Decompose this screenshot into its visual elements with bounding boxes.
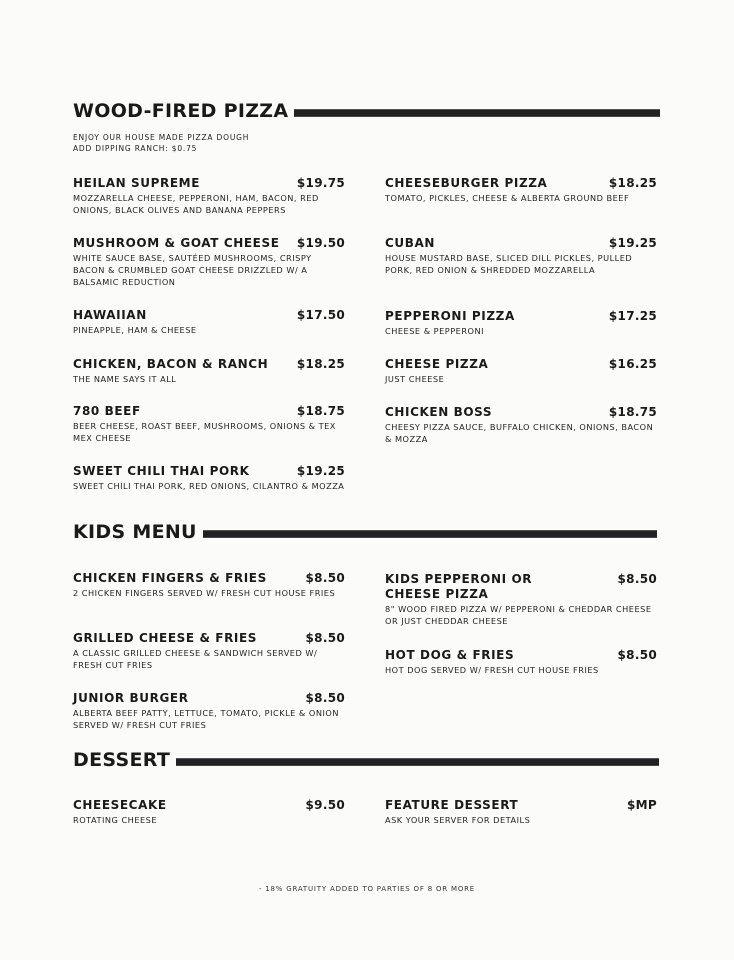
intro-line: ADD DIPPING RANCH: $0.75 [73,144,198,153]
item-price: $8.50 [617,648,657,662]
item-description: TOMATO, PICKLES, CHEESE & ALBERTA GROUND BEEF [385,193,630,203]
item-description: THE NAME SAYS IT ALL [73,374,177,384]
item-name: MUSHROOM & GOAT CHEESE [73,236,280,250]
item-name: SWEET CHILI THAI PORK [73,464,250,478]
item-price: $18.75 [296,404,345,418]
menu-item [73,357,345,385]
gratuity-note: - 18% GRATUITY ADDED TO PARTIES OF 8 OR MORE [258,885,476,893]
item-description: A CLASSIC GRILLED CHEESE & SANDWICH SERVED W/ FRESH CUT FRIES [73,648,318,671]
section-divider [294,109,660,117]
section-title-text: KIDS MENU [73,521,197,543]
item-price: $19.25 [296,464,345,478]
item-description: ASK YOUR SERVER FOR DETAILS [385,815,531,825]
item-description: BEER CHEESE, ROAST BEEF, MUSHROOMS, ONIONS & TEX MEX CHEESE [73,421,336,444]
section-divider [203,530,657,538]
item-price: $19.75 [296,176,345,190]
item-name: HAWAIIAN [73,308,147,322]
item-price: $8.50 [305,631,345,645]
item-description: CHEESY PIZZA SAUCE, BUFFALO CHICKEN, ONIONS, BACON & MOZZA [385,422,654,445]
item-name: HEILAN SUPREME [73,176,201,190]
item-name: GRILLED CHEESE & FRIES [73,631,258,645]
section-title-text: DESSERT [73,749,171,771]
item-name: FEATURE DESSERT [385,798,519,812]
item-description: WHITE SAUCE BASE, SAUTÉED MUSHROOMS, CRISPY BACON & CRUMBLED GOAT CHEESE DRIZZLED W/ A BALSAMIC REDUCTION [73,253,312,288]
item-description: JUST CHEESE [385,374,445,384]
item-description: HOUSE MUSTARD BASE, SLICED DILL PICKLES, PULLED PORK, RED ONION & SHREDDED MOZZARELLA [385,253,633,276]
item-name: 780 BEEF [73,404,141,418]
menu-item [73,176,345,216]
item-description: 8" WOOD FIRED PIZZA W/ PEPPERONI & CHEDDAR CHEESE OR JUST CHEDDAR CHEESE [385,604,652,627]
item-price: $8.50 [305,691,345,705]
item-price: $17.50 [296,308,345,322]
menu-item [73,236,345,289]
menu-item [385,309,657,337]
item-price: $8.50 [617,572,657,586]
item-description: 2 CHICKEN FINGERS SERVED W/ FRESH CUT HOUSE FRIES [73,588,336,598]
item-name: HOT DOG & FRIES [385,648,515,662]
item-price: $18.75 [608,405,657,419]
menu-item [73,464,345,492]
section-title-dessert [73,749,659,771]
item-price: $8.50 [305,571,345,585]
item-name: CHICKEN BOSS [385,405,493,419]
item-price: $16.25 [608,357,657,371]
item-name: KIDS PEPPERONI OR CHEESE PIZZA [385,572,533,601]
item-name: CHEESE PIZZA [385,357,489,371]
item-price: $MP [627,798,657,812]
item-name: CHEESEBURGER PIZZA [385,176,548,190]
menu-item [73,798,345,826]
item-description: HOT DOG SERVED W/ FRESH CUT HOUSE FRIES [385,665,599,675]
item-description: PINEAPPLE, HAM & CHEESE [73,325,197,335]
item-name: CUBAN [385,236,436,250]
menu-item [385,176,657,204]
item-price: $19.50 [296,236,345,250]
menu-item [73,691,345,731]
item-price: $17.25 [608,309,657,323]
intro-line: ENJOY OUR HOUSE MADE PIZZA DOUGH [73,133,250,142]
menu-item [385,357,657,385]
section-title-pizza [73,100,660,122]
item-description: ROTATING CHEESE [73,815,158,825]
item-description: MOZZARELLA CHEESE, PEPPERONI, HAM, BACON, RED ONIONS, BLACK OLIVES AND BANANA PEPPERS [73,193,319,216]
menu-item [385,648,657,676]
item-name: JUNIOR BURGER [73,691,189,705]
menu-item [73,631,345,671]
menu-item [385,572,657,627]
menu-item [385,405,657,445]
menu-item [385,798,657,826]
section-title-text: WOOD-FIRED PIZZA [73,100,289,122]
menu-item [73,404,345,444]
item-description: SWEET CHILI THAI PORK, RED ONIONS, CILANTRO & MOZZA [73,481,345,491]
section-title-kids [73,521,657,543]
menu-item [73,308,345,336]
item-price: $18.25 [608,176,657,190]
item-name: CHICKEN, BACON & RANCH [73,357,269,371]
item-name: PEPPERONI PIZZA [385,309,515,323]
item-price: $18.25 [296,357,345,371]
item-price: $19.25 [608,236,657,250]
menu-item [385,236,657,276]
item-price: $9.50 [305,798,345,812]
pizza-intro [73,132,249,154]
menu-item [73,571,345,599]
item-description: ALBERTA BEEF PATTY, LETTUCE, TOMATO, PICKLE & ONION SERVED W/ FRESH CUT FRIES [73,708,339,731]
item-name: CHEESECAKE [73,798,167,812]
section-divider [176,758,659,766]
item-name: CHICKEN FINGERS & FRIES [73,571,267,585]
item-description: CHEESE & PEPPERONI [385,326,485,336]
